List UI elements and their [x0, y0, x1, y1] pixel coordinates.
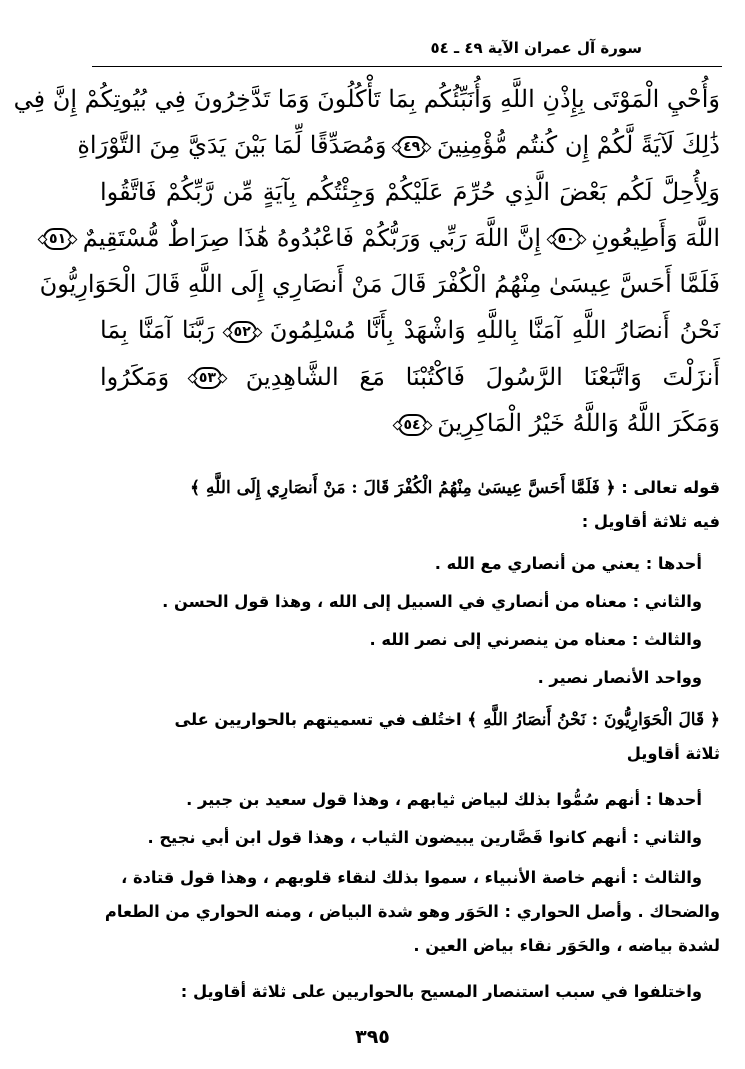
commentary-line	[100, 703, 720, 737]
quran-line-text: وَلِأُحِلَّ لَكُم بَعْضَ الَّذِي حُرِّمَ عَلَيْكُمْ وَجِئْتُكُم بِآيَةٍ مِّن رَّبِّكُمْ فَاتَّقُوا	[100, 177, 720, 206]
quran-line-text: اللَّهَ وَأَطِيعُونِ	[591, 223, 720, 252]
quran-line	[13, 76, 720, 122]
quran-line	[39, 261, 720, 307]
quran-line-text: أَنزَلْتَ وَاتَّبَعْنَا الرَّسُولَ فَاكْتُبْنَا مَعَ الشَّاهِدِينَ	[245, 362, 720, 391]
commentary-paragraph	[100, 703, 720, 771]
commentary-paragraph: واختلفوا في سبب استنصار المسيح بالحواريين على ثلاثة أقاويل :	[180, 982, 702, 1001]
verse-quote: ﴿ قَالَ الْحَوَارِيُّونَ : نَحْنُ أَنصَارُ اللَّهِ ﴾	[467, 710, 720, 730]
ayah-number-marker: ٤٩	[397, 136, 426, 158]
commentary-paragraph: وواحد الأنصار نصير .	[537, 668, 702, 687]
commentary-paragraph: والثاني : معناه من أنصاري في السبيل إلى الله ، وهذا قول الحسن .	[162, 592, 702, 611]
header-rule	[92, 66, 722, 67]
verse-intro: قوله تعالى :	[621, 478, 720, 497]
commentary-paragraph: أحدها : أنهم سُمُّوا بذلك لبياض ثيابهم ، وهذا قول سعيد بن جبير .	[186, 790, 702, 809]
commentary-line: والضحاك . وأصل الحواري : الحَوَر وهو شدة البياض ، ومنه الحواري من الطعام	[104, 902, 720, 921]
ayah-number-marker: ٥٣	[193, 367, 222, 389]
quran-line	[100, 354, 720, 400]
quran-line	[100, 169, 720, 215]
running-header: سورة آل عمران الآية ٤٩ ـ ٥٤	[430, 39, 642, 57]
quran-line-text: وَمَكَرُوا	[100, 362, 170, 391]
commentary-paragraph	[100, 471, 720, 539]
quran-line-text: رَبَّنَا آمَنَّا بِمَا	[100, 316, 215, 345]
quran-line	[77, 122, 720, 168]
quran-line	[100, 307, 720, 353]
quran-text-block	[13, 76, 721, 446]
quran-line-text: نَحْنُ أَنصَارُ اللَّهِ آمَنَّا بِاللَّهِ وَاشْهَدْ بِأَنَّا مُسْلِمُونَ	[269, 316, 721, 345]
commentary-paragraph: والثاني : أنهم كانوا قَصَّارين يبيضون الثياب ، وهذا قول ابن أبي نجيح .	[147, 828, 702, 847]
quran-line-text: وَمُصَدِّقًا لِّمَا بَيْنَ يَدَيَّ مِنَ التَّوْرَاةِ	[77, 131, 387, 160]
verse-quote: ﴿ فَلَمَّا أَحَسَّ عِيسَىٰ مِنْهُمُ الْكُفْرَ قَالَ : مَنْ أَنصَارِي إِلَى اللَّهِ ﴾	[190, 478, 616, 498]
quran-line	[100, 400, 720, 446]
ayah-number-marker: ٥٢	[228, 321, 257, 343]
quran-line-text: إِنَّ اللَّهَ رَبِّي وَرَبُّكُمْ فَاعْبُدُوهُ هَٰذَا صِرَاطٌ مُّسْتَقِيمٌ	[82, 223, 541, 252]
quran-line	[49, 215, 720, 261]
ayah-number-marker: ٥١	[43, 228, 72, 250]
quran-line-text: وَأُحْيِ الْمَوْتَى بِإِذْنِ اللَّهِ وَأُنَبِّئُكُم بِمَا تَأْكُلُونَ وَمَا تَدَّخِرُونَ فِي بُيُوتِكُمْ إِنَّ فِي	[13, 85, 720, 113]
page-number: ٣٩٥	[355, 1026, 390, 1048]
commentary-line: لشدة بياضه ، والحَوَر نقاء بياض العين .	[413, 936, 720, 955]
quran-line-text: فَلَمَّا أَحَسَّ عِيسَىٰ مِنْهُمُ الْكُفْرَ قَالَ مَنْ أَنصَارِي إِلَى اللَّهِ قَالَ الْحَوَارِيُّونَ	[39, 270, 720, 299]
commentary-paragraph: والثالث : معناه من ينصرني إلى نصر الله .	[369, 630, 702, 649]
quran-line-text: وَمَكَرَ اللَّهُ وَاللَّهُ خَيْرُ الْمَاكِرِينَ	[437, 409, 720, 438]
quran-line-text: ذَٰلِكَ لَآيَةً لَّكُمْ إِن كُنتُم مُّؤْمِنِينَ	[436, 131, 720, 160]
commentary-line: ثلاثة أقاويل	[626, 744, 720, 763]
commentary-line: والثالث : أنهم خاصة الأنبياء ، سموا بذلك لنقاء قلوبهم ، وهذا قول قتادة ،	[121, 868, 702, 887]
commentary-paragraph	[100, 861, 720, 963]
commentary-line	[100, 471, 720, 505]
commentary-text: اختُلف في تسميتهم بالحواريين على	[174, 710, 462, 729]
commentary-line: فيه ثلاثة أقاويل :	[581, 512, 720, 531]
ayah-number-marker: ٥٠	[552, 228, 581, 250]
commentary-paragraph: أحدها : يعني من أنصاري مع الله .	[434, 554, 702, 573]
ayah-number-marker: ٥٤	[398, 414, 427, 436]
